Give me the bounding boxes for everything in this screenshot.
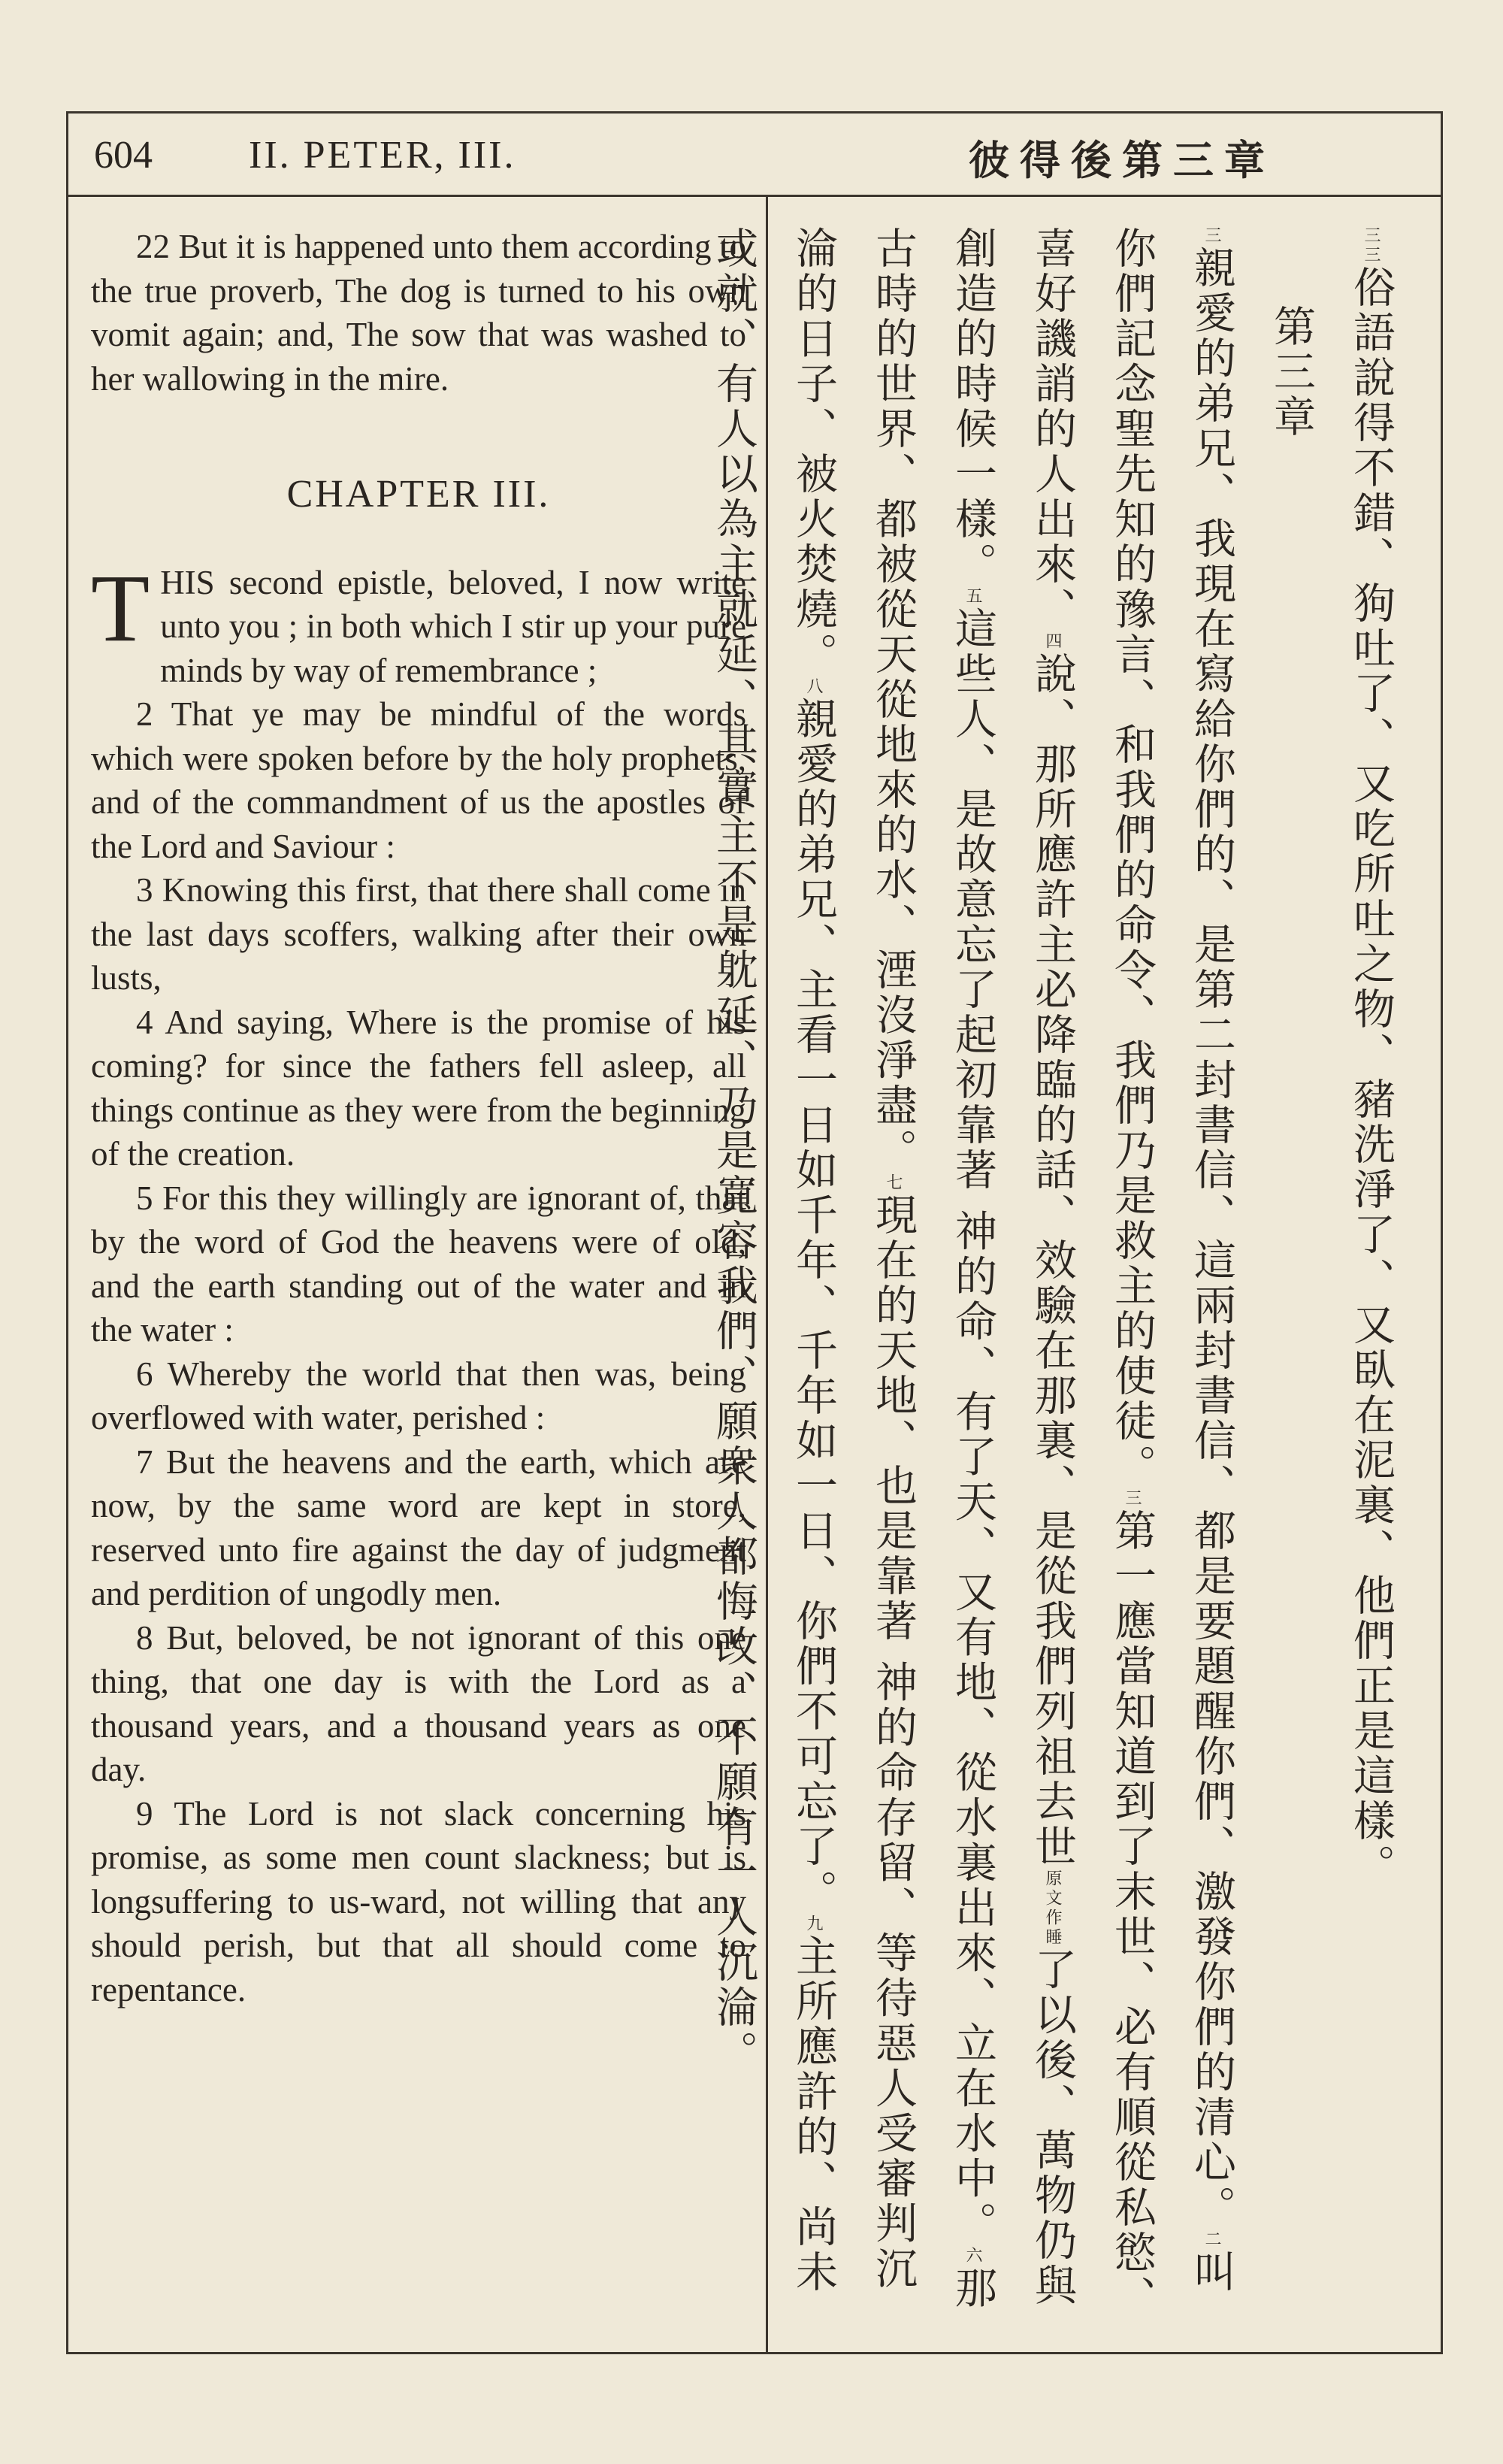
verse-marker: 八 (804, 677, 823, 697)
chinese-verse-22 (1331, 226, 1411, 2322)
verse-marker: 六 (963, 2246, 982, 2266)
verse-marker: 七 (884, 1173, 903, 1193)
verse-note: 原文作睡 (1043, 1869, 1062, 1948)
dropcap-letter: T (91, 554, 150, 661)
english-verse-3: 3 Knowing this first, that there shall come in the last days scoffers, walking after their own lusts, (91, 871, 746, 997)
chinese-verse-22-text: 俗語說得不錯、狗吐了、又吃所吐之物、豬洗淨了、又臥在泥裏、他們正是這樣。 (1347, 265, 1396, 1889)
chinese-column (709, 226, 1411, 2322)
chinese-verse-1: 親愛的弟兄、我現在寫給你們的、是第二封書信、這兩封書信、都是要題醒你們、激發你們的清心。 (1187, 246, 1236, 2230)
chinese-verse-6: 那古時的世界、都被從天從地來的水、湮沒淨盡。 (869, 226, 997, 2311)
english-verse-8: 8 But, beloved, be not ignorant of this one thing, that one day is with the Lord as a thousand years, and a thousand years as one day. (91, 1618, 746, 1788)
chinese-verse-9: 主所應許的、尚未或就、有人以為主就延、其實主不是躭延、乃是寬容我們、願衆人都悔改、不願有一人沉淪。 (709, 226, 838, 2295)
english-verse-2: 2 That ye may be mindful of the words which were spoken before by the holy prophets, and of the commandment of us the apostles of the Lord and Saviour : (91, 695, 746, 865)
chinese-running-title: 彼得後第三章 (969, 137, 1275, 184)
verse-marker: 五 (963, 587, 982, 607)
english-verse-9: 9 The Lord is not slack concerning his promise, as some men count slackness; but is longsuffering to us-ward, not willing that any should perish, but that all should come to repentance. (91, 1794, 746, 2008)
page-frame (66, 111, 1443, 2354)
verse-marker: 三 (1123, 1489, 1142, 1509)
running-title: II. PETER, III. (249, 134, 516, 177)
verse-marker: 三三 (1362, 226, 1381, 265)
page-header (68, 114, 1441, 197)
english-verse-7: 7 But the heavens and the earth, which are now, by the same word are kept in store, reserved unto fire against the day of judgment and perdition of ungodly men. (91, 1442, 746, 1612)
english-verse-5: 5 For this they willingly are ignorant of, that by the word of God the heavens were of old, and the earth standing out of the water and in the water : (91, 1179, 746, 1349)
english-verse-1-text: HIS second epistle, beloved, I now write unto you ; in both which I stir up your pure minds by way of remembrance ; (160, 563, 746, 689)
verse-marker: 九 (804, 1915, 823, 1934)
verse-marker: 三 (1202, 226, 1221, 246)
chinese-verse-2: 叫你們記念聖先知的豫言、和我們的命令、我們乃是救主的使徒。 (1108, 226, 1236, 2295)
chinese-verse-4: 說、那所應許主必降臨的話、效驗在那裏、是從我們列祖去世 (1028, 652, 1077, 1869)
chinese-verse-5: 這些人、是故意忘了起初靠著 神的命、有了天、又有地、從水裏出來、立在水中。 (948, 607, 997, 2247)
chinese-verse-4-cont: 了以後、萬物仍與創造的時候一樣。 (948, 226, 1077, 2308)
english-column (91, 225, 746, 2011)
chinese-chapter-body (694, 226, 1251, 2322)
english-verse-22: 22 But it is happened unto them according to the true proverb, The dog is turned to his own vomit again; and, The sow that was washed to her wallowing in the mire. (91, 228, 746, 398)
chinese-chapter-heading: 第三章 (1267, 304, 1316, 440)
verse-marker: 二 (1202, 2230, 1221, 2250)
english-verse-1 (91, 554, 746, 693)
verse-marker: 四 (1043, 632, 1062, 652)
chinese-verse-8: 親愛的弟兄、主看一日如千年、千年如一日、你們不可忘了。 (789, 697, 838, 1915)
english-verse-4: 4 And saying, Where is the promise of his coming? for since the fathers fell asleep, all things continue as they were from the beginning of the creation. (91, 1003, 746, 1173)
chinese-verse-7: 現在的天地、也是靠著 神的命存留、等待惡人受審判沉淪的日子、被火焚燒。 (789, 226, 918, 2292)
page-number: 604 (94, 134, 153, 177)
chinese-verse-3: 第一應當知道到了末世、必有順從私慾、喜好譏誚的人出來、 (1028, 226, 1157, 2320)
english-chapter-heading: CHAPTER III. (286, 473, 551, 516)
english-verse-6: 6 Whereby the world that then was, being overflowed with water, perished : (91, 1355, 746, 1436)
